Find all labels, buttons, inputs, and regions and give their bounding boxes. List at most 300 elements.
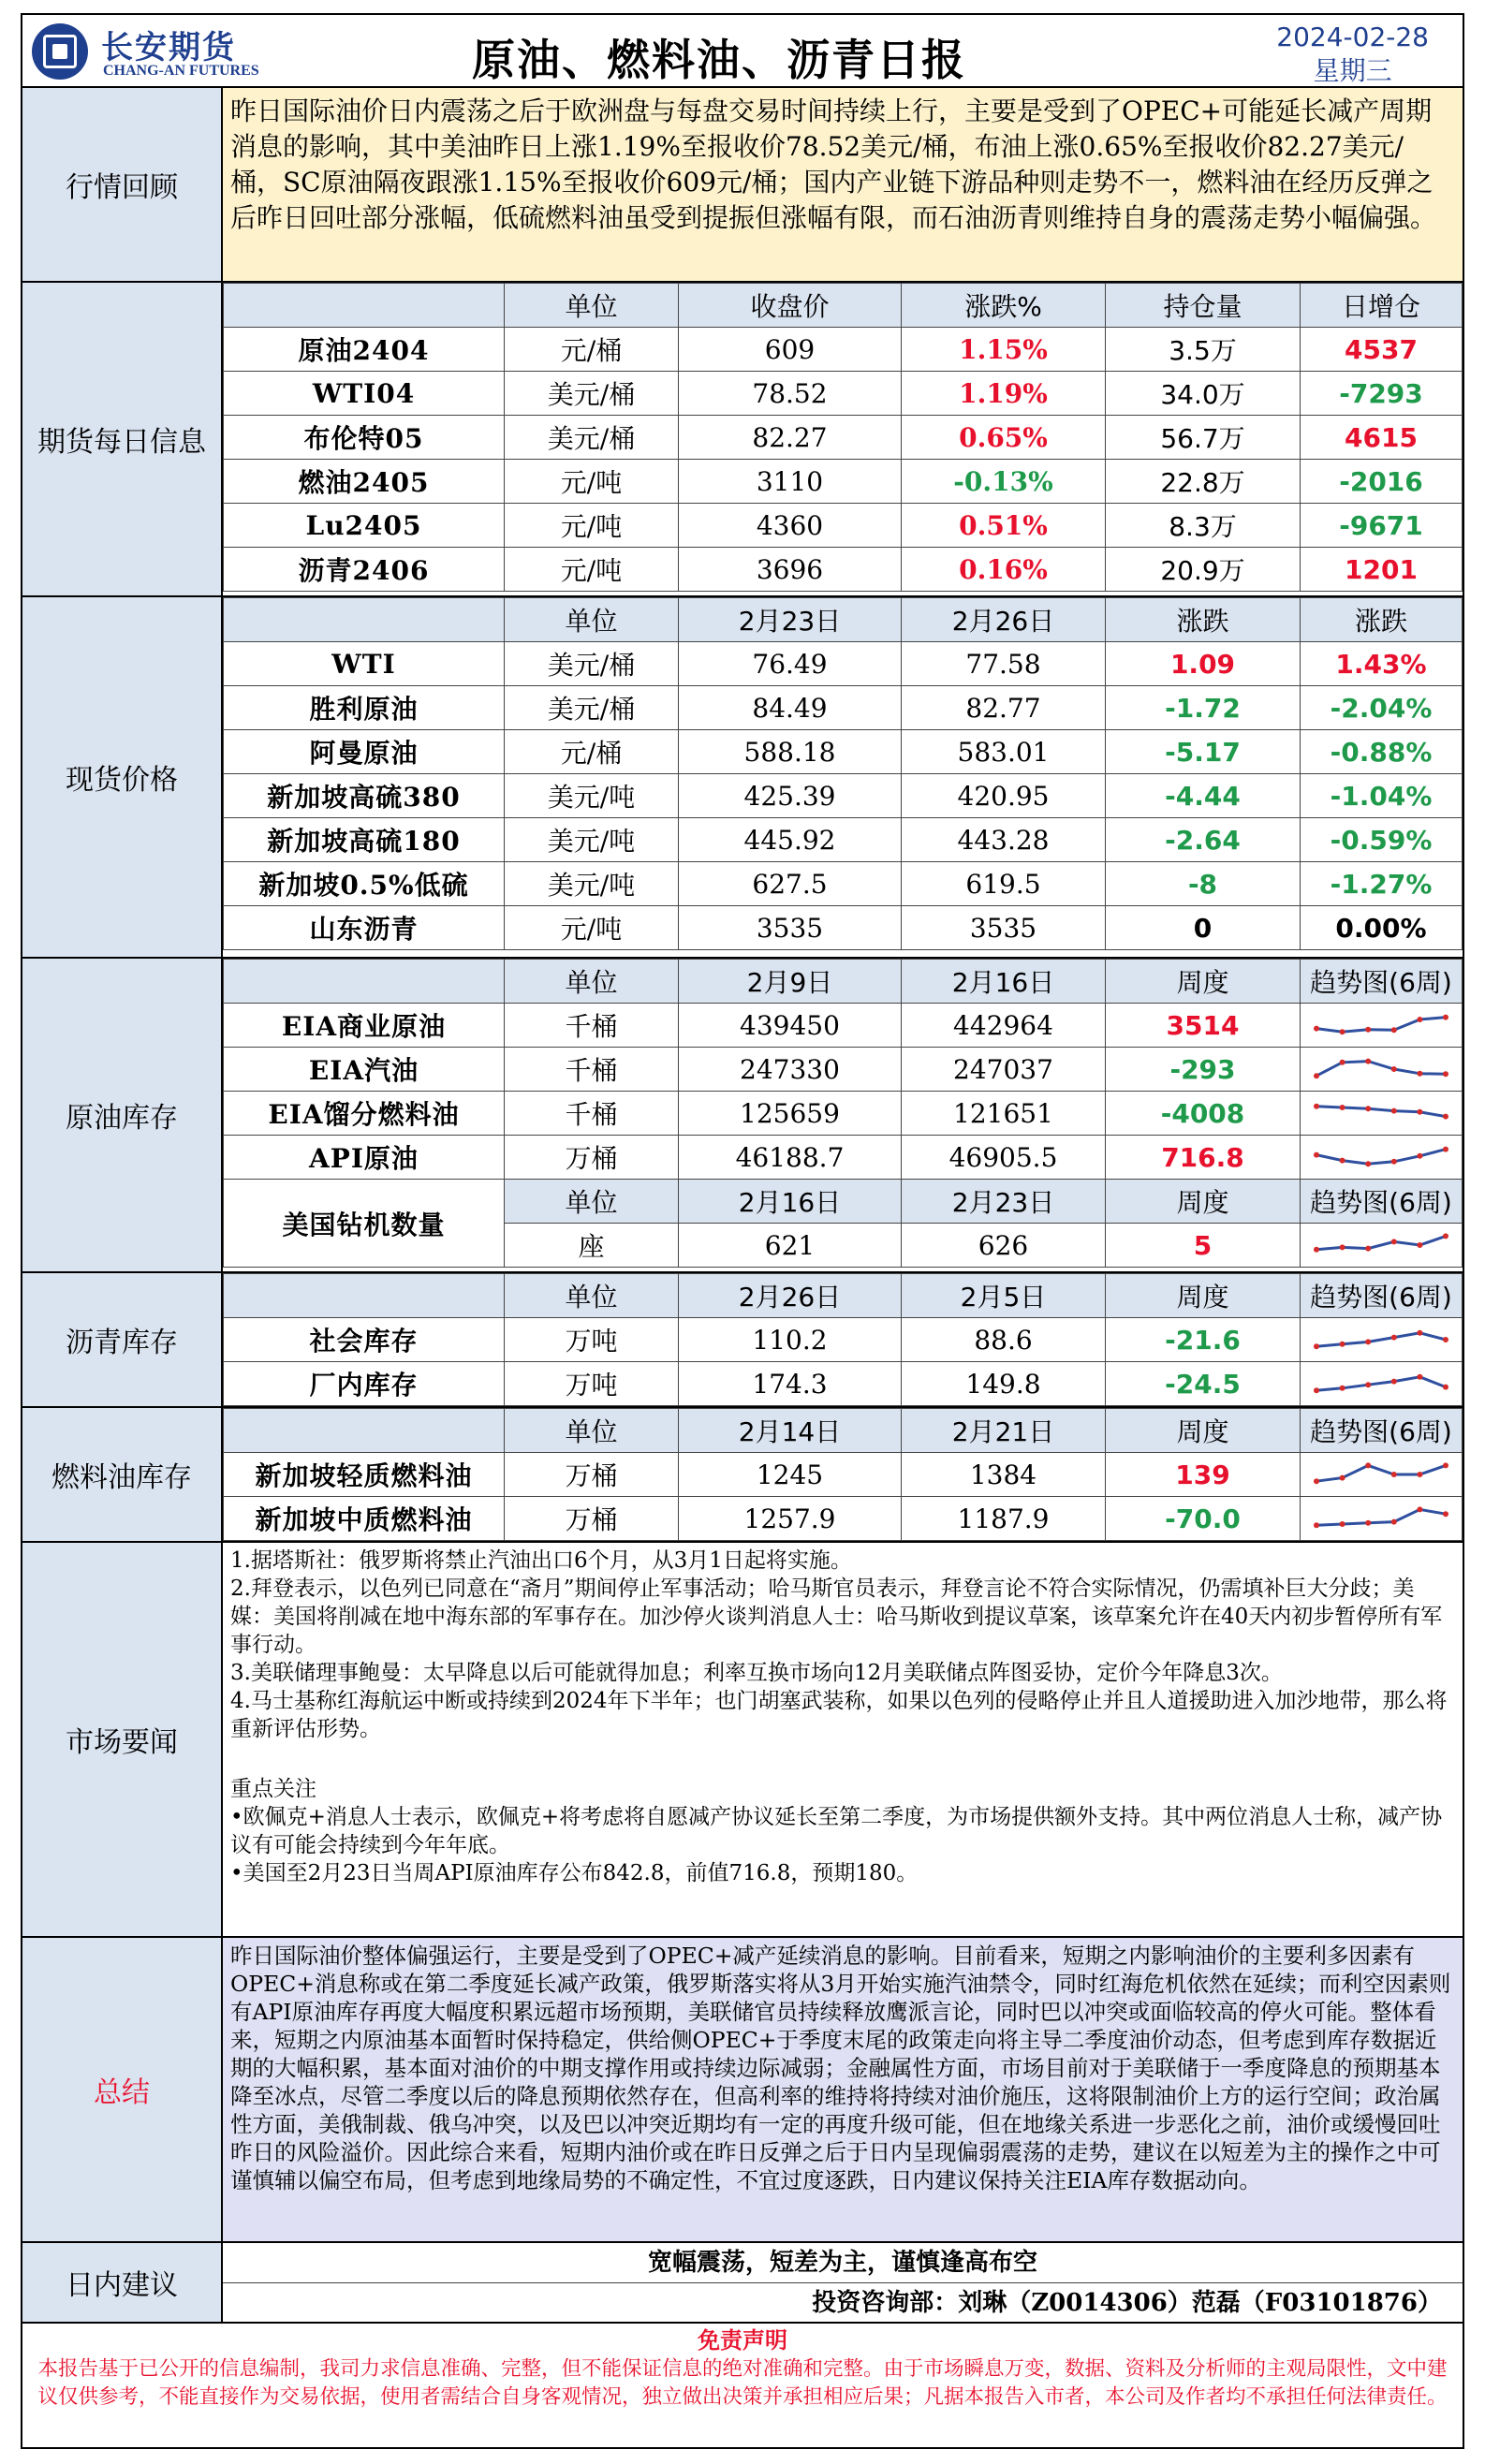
- unit-cell: 万吨: [505, 1318, 679, 1362]
- report-title: 原油、燃料油、沥青日报: [472, 35, 966, 85]
- table-row: [224, 548, 1463, 592]
- table-row: [224, 774, 1463, 818]
- header-cell: 周度: [1106, 1274, 1301, 1318]
- change-abs: -4.44: [1106, 774, 1301, 818]
- trend-point: [1314, 1073, 1319, 1078]
- change-pct: 0.65%: [902, 416, 1106, 460]
- focus-title: 重点关注: [230, 1777, 316, 1801]
- change-pct: -0.88%: [1301, 730, 1463, 774]
- contract-name: 沥青2406: [224, 548, 505, 592]
- weekly-change: -293: [1106, 1048, 1301, 1092]
- trend-point: [1417, 1374, 1422, 1380]
- table-row: [224, 372, 1463, 416]
- contract-name: 燃油2405: [224, 460, 505, 504]
- daily-oi-change: 4537: [1301, 328, 1463, 372]
- close-price: 4360: [679, 504, 902, 548]
- table-row: [224, 642, 1463, 686]
- daily-oi-change: 4615: [1301, 416, 1463, 460]
- fuel-inventory-table: [223, 1408, 1463, 1541]
- open-interest: 22.8万: [1106, 460, 1301, 504]
- unit-cell: 美元/吨: [505, 774, 679, 818]
- report-header: [21, 13, 1464, 88]
- unit-cell: 美元/桶: [505, 372, 679, 416]
- header-cell: 周度: [1106, 1409, 1301, 1453]
- value-period1: 174.3: [679, 1362, 902, 1406]
- market-news-label: 市场要闻: [22, 1543, 223, 1936]
- trend-point: [1417, 1071, 1422, 1077]
- trend-line: [1316, 1018, 1446, 1033]
- table-row: [224, 1048, 1463, 1092]
- unit-cell: 元/吨: [505, 460, 679, 504]
- market-review-section: [21, 88, 1464, 283]
- table-row: [224, 460, 1463, 504]
- summary-text: 昨日国际油价整体偏强运行，主要是受到了OPEC+减产延续消息的影响。目前看来，短期之内影响油价的主要利多因素有OPEC+消息称或在第二季度延长减产政策，俄罗斯落实将从3月开始实施汽油禁令，同时红海危机依然在延续；而利空因素则有API原油库存再度大幅度积累远超市场预期，美联储官员持续释放鹰派言论，同时巴以冲突或面临较高的停火可能。整体看来，短期之内原油基本面暂时保持稳定，供给侧OPEC+于季度末尾的政策走向将主导二季度油价动态，但考虑到库存数据近期的大幅积累，基本面对油价的中期支撑作用或持续边际减弱；金融属性方面，市场目前对于美联储于一季度降息的预期基本降至冰点，尽管二季度以后的降息预期依然存在，但高利率的维持将持续对油价施压，这将限制油价上方的运行空间；政治属性方面，美俄制裁、俄乌冲突，以及巴以冲突近期均有一定的再度升级可能，但在地缘关系进一步恶化之前，油价或缓慢回吐昨日的风险溢价。因此综合来看，短期内油价或在昨日反弹之后于日内呈现偏弱震荡的走势，建议在以短差为主的操作之中可谨慎辅以偏空布局，但考虑到地缘局势的不确定性，不宜过度逐跌，日内建议保持关注EIA库存数据动向。: [223, 1938, 1463, 2241]
- report-weekday: 星期三: [1313, 55, 1392, 86]
- report-date: 2024-02-28: [1276, 22, 1429, 52]
- disclaimer-title: 免责声明: [698, 2326, 787, 2354]
- weekly-change: 139: [1106, 1453, 1301, 1497]
- intraday-label: 日内建议: [22, 2243, 223, 2322]
- change-abs: -2.64: [1106, 818, 1301, 862]
- header-cell-empty: [224, 960, 505, 1004]
- table-header-row: [224, 1409, 1463, 1453]
- change-pct: -1.04%: [1301, 774, 1463, 818]
- company-logo: [28, 20, 272, 83]
- price-day1: 3535: [679, 906, 902, 950]
- trend-chart-cell: [1301, 1318, 1463, 1362]
- trend-point: [1314, 1104, 1319, 1109]
- trend-chart-cell: [1301, 1224, 1463, 1268]
- news-item: 2.拜登表示，以色列已同意在“斋月”期间停止军事活动；哈马斯官员表示，拜登言论不符合实际情况，仍需填补巨大分歧；美媒：美国将削减在地中海东部的军事存在。加沙停火谈判消息人士：哈马斯收到提议草案，该草案允许在40天内初步暂停所有军事行动。: [230, 1577, 1443, 1657]
- header-cell-empty: [224, 1409, 505, 1453]
- change-pct: 0.00%: [1301, 906, 1463, 950]
- inventory-name: EIA汽油: [224, 1048, 505, 1092]
- inventory-name: 新加坡中质燃料油: [224, 1497, 505, 1541]
- crude-inventory-label: 原油库存: [22, 959, 223, 1271]
- header-cell: 2月26日: [679, 1274, 902, 1318]
- change-pct: 0.16%: [902, 548, 1106, 592]
- trend-line: [1316, 1062, 1446, 1077]
- spot-table: [223, 597, 1463, 950]
- trend-point: [1417, 1153, 1422, 1159]
- market-news-section: [21, 1543, 1464, 1938]
- trend-sparkline: [1311, 1228, 1451, 1262]
- close-price: 82.27: [679, 416, 902, 460]
- trend-point: [1391, 1472, 1397, 1477]
- trend-point: [1365, 1382, 1371, 1387]
- unit-cell: 千桶: [505, 1004, 679, 1048]
- change-pct: 1.43%: [1301, 642, 1463, 686]
- trend-point: [1417, 1506, 1422, 1512]
- contract-name: 原油2404: [224, 328, 505, 372]
- table-row: [224, 1497, 1463, 1541]
- trend-chart-cell: [1301, 1136, 1463, 1180]
- header-cell: 2月26日: [902, 598, 1106, 642]
- spot-name: 阿曼原油: [224, 730, 505, 774]
- unit-cell: 美元/桶: [505, 642, 679, 686]
- header-cell: 涨跌: [1301, 598, 1463, 642]
- trend-point: [1314, 1343, 1319, 1349]
- trend-point: [1340, 1342, 1345, 1347]
- value-period2: 1187.9: [902, 1497, 1106, 1541]
- intraday-advice: 宽幅震荡，短差为主，谨慎逢高布空: [223, 2243, 1463, 2283]
- price-day1: 588.18: [679, 730, 902, 774]
- change-abs: 1.09: [1106, 642, 1301, 686]
- unit-cell: 元/吨: [505, 504, 679, 548]
- value-period2: 88.6: [902, 1318, 1106, 1362]
- disclaimer-text: 本报告基于已公开的信息编制，我司力求信息准确、完整，但不能保证信息的绝对准确和完整。由于市场瞬息万变，数据、资料及分析师的主观局限性，文中建议仅供参考，不能直接作为交易依据，使用者需结合自身客观情况，独立做出决策并承担相应后果；凡据本报告入市者，本公司及作者均不承担任何法律责任。: [37, 2357, 1448, 2409]
- trend-sparkline: [1311, 1052, 1451, 1086]
- change-abs: -8: [1106, 862, 1301, 906]
- change-pct: -1.27%: [1301, 862, 1463, 906]
- unit-cell: 万桶: [505, 1497, 679, 1541]
- trend-line: [1316, 1333, 1446, 1346]
- trend-point: [1314, 1522, 1319, 1528]
- price-day1: 76.49: [679, 642, 902, 686]
- futures-table: [223, 283, 1463, 592]
- summary-section: [21, 1938, 1464, 2243]
- inventory-name: 社会库存: [224, 1318, 505, 1362]
- unit-cell: 元/桶: [505, 730, 679, 774]
- unit-cell: 美元/吨: [505, 818, 679, 862]
- trend-point: [1417, 1109, 1422, 1115]
- header-cell: 收盘价: [679, 284, 902, 328]
- inventory-name: 厂内库存: [224, 1362, 505, 1406]
- trend-point: [1391, 1519, 1397, 1525]
- trend-point: [1365, 1059, 1371, 1064]
- trend-point: [1391, 1066, 1397, 1072]
- consultants: 投资咨询部：刘琳（Z0014306）范磊（F03101876）: [812, 2289, 1442, 2317]
- trend-point: [1391, 1379, 1397, 1385]
- trend-point: [1340, 1244, 1345, 1250]
- header-cell: 单位: [505, 1274, 679, 1318]
- trend-chart-cell: [1301, 1004, 1463, 1048]
- trend-point: [1314, 1478, 1319, 1484]
- header-cell: 2月9日: [679, 960, 902, 1004]
- header-cell: 单位: [505, 598, 679, 642]
- unit-cell: 元/桶: [505, 328, 679, 372]
- focus-item: •美国至2月23日当周API原油库存公布842.8，前值716.8，预期180。: [230, 1861, 919, 1885]
- trend-line: [1316, 1236, 1446, 1249]
- inventory-name: EIA商业原油: [224, 1004, 505, 1048]
- weekly-change: -4008: [1106, 1092, 1301, 1136]
- futures-section: [21, 283, 1464, 597]
- unit-cell: 美元/桶: [505, 416, 679, 460]
- trend-chart-cell: [1301, 1453, 1463, 1497]
- value-period1: 125659: [679, 1092, 902, 1136]
- daily-oi-change: 1201: [1301, 548, 1463, 592]
- trend-point: [1314, 1247, 1319, 1253]
- table-row: [224, 1318, 1463, 1362]
- trend-point: [1443, 1511, 1448, 1517]
- table-row: [224, 818, 1463, 862]
- table-row: [224, 862, 1463, 906]
- logo-en-text: CHANG-AN FUTURES: [103, 63, 259, 79]
- header-cell: 趋势图(6周): [1301, 1274, 1463, 1318]
- change-pct: -2.04%: [1301, 686, 1463, 730]
- header-cell: 单位: [505, 284, 679, 328]
- value-period2: 149.8: [902, 1362, 1106, 1406]
- value-period1: 1245: [679, 1453, 902, 1497]
- disclaimer-section: [21, 2324, 1464, 2449]
- trend-point: [1314, 1026, 1319, 1032]
- table-header-row: [224, 284, 1463, 328]
- trend-point: [1365, 1106, 1371, 1111]
- value-period1: 439450: [679, 1004, 902, 1048]
- daily-oi-change: -7293: [1301, 372, 1463, 416]
- trend-point: [1443, 1233, 1448, 1239]
- unit-cell: 座: [505, 1224, 679, 1268]
- spot-name: 胜利原油: [224, 686, 505, 730]
- price-day1: 84.49: [679, 686, 902, 730]
- price-day2: 77.58: [902, 642, 1106, 686]
- trend-point: [1340, 1029, 1345, 1034]
- value-period2: 247037: [902, 1048, 1106, 1092]
- value-period2: 442964: [902, 1004, 1106, 1048]
- market-news-body: [223, 1543, 1463, 1936]
- header-cell-empty: [224, 284, 505, 328]
- trend-line: [1316, 1465, 1446, 1481]
- change-abs: -5.17: [1106, 730, 1301, 774]
- asphalt-inventory-section: [21, 1273, 1464, 1408]
- price-day1: 627.5: [679, 862, 902, 906]
- trend-point: [1417, 1472, 1422, 1477]
- market-review-text: 昨日国际油价日内震荡之后于欧洲盘与每盘交易时间持续上行，主要是受到了OPEC+可能延长减产周期消息的影响，其中美油昨日上涨1.19%至报收价78.52美元/桶，布油上涨0.65%至报收价82.27美元/桶，SC原油隔夜跟涨1.15%至报收价609元/桶；国内产业链下游品种则走势不一，燃料油在经历反弹之后昨日回吐部分涨幅，低硫燃料油虽受到提振但涨幅有限，而石油沥青则维持自身的震荡走势小幅偏强。: [223, 88, 1463, 281]
- crude-inventory-table: [223, 959, 1463, 1268]
- trend-chart-cell: [1301, 1497, 1463, 1541]
- logo-cn-text: 长安期货: [101, 29, 236, 66]
- logo-emblem-icon: [32, 23, 88, 80]
- change-abs: 0: [1106, 906, 1301, 950]
- table-header-row: [224, 598, 1463, 642]
- table-row: [224, 1092, 1463, 1136]
- value-period2: 121651: [902, 1092, 1106, 1136]
- asphalt-inventory-label: 沥青库存: [22, 1273, 223, 1406]
- daily-oi-change: -2016: [1301, 460, 1463, 504]
- header-cell: 趋势图(6周): [1301, 1409, 1463, 1453]
- news-item: 1.据塔斯社：俄罗斯将禁止汽油出口6个月，从3月1日起将实施。: [230, 1548, 852, 1573]
- report-date-block: [1276, 21, 1429, 88]
- price-day1: 445.92: [679, 818, 902, 862]
- trend-chart-cell: [1301, 1092, 1463, 1136]
- trend-sparkline: [1311, 1323, 1451, 1357]
- unit-cell: 万吨: [505, 1362, 679, 1406]
- close-price: 609: [679, 328, 902, 372]
- table-row: [224, 1004, 1463, 1048]
- value-period1: 1257.9: [679, 1497, 902, 1541]
- header-cell: 2月21日: [902, 1409, 1106, 1453]
- weekly-change: 5: [1106, 1224, 1301, 1268]
- weekly-change: -21.6: [1106, 1318, 1301, 1362]
- trend-point: [1340, 1158, 1345, 1164]
- trend-sparkline: [1311, 1096, 1451, 1130]
- news-item: 3.美联储理事鲍曼：太早降息以后可能就得加息；利率互换市场向12月美联储点阵图妥协，定价今年降息3次。: [230, 1661, 1283, 1685]
- trend-point: [1340, 1521, 1345, 1527]
- weekly-change: -24.5: [1106, 1362, 1301, 1406]
- daily-oi-change: -9671: [1301, 504, 1463, 548]
- header-cell: 单位: [505, 960, 679, 1004]
- rig-header-row: [224, 1180, 1463, 1224]
- price-day2: 443.28: [902, 818, 1106, 862]
- header-cell: 2月23日: [902, 1180, 1106, 1224]
- table-row: [224, 1453, 1463, 1497]
- crude-inventory-section: [21, 959, 1464, 1273]
- trend-point: [1340, 1105, 1345, 1110]
- spot-name: WTI: [224, 642, 505, 686]
- trend-point: [1365, 1027, 1371, 1033]
- header-cell: 2月14日: [679, 1409, 902, 1453]
- trend-point: [1391, 1108, 1397, 1114]
- trend-point: [1443, 1462, 1448, 1468]
- intraday-section: [21, 2243, 1464, 2324]
- trend-point: [1365, 1462, 1371, 1468]
- inventory-name: API原油: [224, 1136, 505, 1180]
- price-day2: 583.01: [902, 730, 1106, 774]
- trend-point: [1443, 1114, 1448, 1120]
- change-pct: 1.15%: [902, 328, 1106, 372]
- trend-point: [1391, 1239, 1397, 1244]
- summary-label: 总结: [22, 1938, 223, 2241]
- price-day2: 82.77: [902, 686, 1106, 730]
- close-price: 3110: [679, 460, 902, 504]
- trend-point: [1417, 1242, 1422, 1248]
- unit-cell: 美元/桶: [505, 686, 679, 730]
- header-cell: 2月16日: [902, 960, 1106, 1004]
- header-cell-empty: [224, 598, 505, 642]
- spot-section: [21, 597, 1464, 959]
- fuel-inventory-label: 燃料油库存: [22, 1408, 223, 1541]
- table-row: [224, 328, 1463, 372]
- trend-point: [1314, 1387, 1319, 1393]
- unit-cell: 千桶: [505, 1092, 679, 1136]
- value-period1: 247330: [679, 1048, 902, 1092]
- open-interest: 3.5万: [1106, 328, 1301, 372]
- header-cell: 2月23日: [679, 598, 902, 642]
- trend-line: [1316, 1107, 1446, 1117]
- open-interest: 8.3万: [1106, 504, 1301, 548]
- header-cell: 涨跌: [1106, 598, 1301, 642]
- trend-chart-cell: [1301, 1048, 1463, 1092]
- open-interest: 34.0万: [1106, 372, 1301, 416]
- header-cell: 持仓量: [1106, 284, 1301, 328]
- fuel-inventory-section: [21, 1408, 1464, 1543]
- change-pct: -0.59%: [1301, 818, 1463, 862]
- unit-cell: 万桶: [505, 1136, 679, 1180]
- trend-sparkline: [1311, 1008, 1451, 1042]
- trend-point: [1391, 1159, 1397, 1165]
- unit-cell: 万桶: [505, 1453, 679, 1497]
- close-price: 3696: [679, 548, 902, 592]
- contract-name: WTI04: [224, 372, 505, 416]
- price-day2: 619.5: [902, 862, 1106, 906]
- spot-label: 现货价格: [22, 597, 223, 957]
- trend-point: [1417, 1330, 1422, 1336]
- header-cell-empty: [224, 1274, 505, 1318]
- close-price: 78.52: [679, 372, 902, 416]
- open-interest: 56.7万: [1106, 416, 1301, 460]
- header-cell: 单位: [505, 1409, 679, 1453]
- trend-sparkline: [1311, 1367, 1451, 1401]
- change-pct: 1.19%: [902, 372, 1106, 416]
- spot-name: 新加坡高硫180: [224, 818, 505, 862]
- trend-sparkline: [1311, 1140, 1451, 1174]
- header-cell: 2月5日: [902, 1274, 1106, 1318]
- header-cell: 周度: [1106, 1180, 1301, 1224]
- table-row: [224, 730, 1463, 774]
- contract-name: Lu2405: [224, 504, 505, 548]
- unit-cell: 元/吨: [505, 906, 679, 950]
- value-period2: 626: [902, 1224, 1106, 1268]
- table-row: [224, 1136, 1463, 1180]
- unit-cell: 元/吨: [505, 548, 679, 592]
- futures-label: 期货每日信息: [22, 283, 223, 595]
- trend-point: [1443, 1385, 1448, 1390]
- trend-line: [1316, 1509, 1446, 1525]
- table-header-row: [224, 1274, 1463, 1318]
- trend-point: [1443, 1015, 1448, 1020]
- header-cell: 2月16日: [679, 1180, 902, 1224]
- market-review-label: 行情回顾: [22, 88, 223, 281]
- spot-name: 新加坡0.5%低硫: [224, 862, 505, 906]
- trend-point: [1365, 1520, 1371, 1526]
- table-row: [224, 906, 1463, 950]
- contract-name: 布伦特05: [224, 416, 505, 460]
- header-cell: 趋势图(6周): [1301, 1180, 1463, 1224]
- change-pct: -0.13%: [902, 460, 1106, 504]
- header-cell: 趋势图(6周): [1301, 960, 1463, 1004]
- price-day1: 425.39: [679, 774, 902, 818]
- value-period1: 621: [679, 1224, 902, 1268]
- trend-chart-cell: [1301, 1362, 1463, 1406]
- price-day2: 3535: [902, 906, 1106, 950]
- header-cell: 单位: [505, 1180, 679, 1224]
- trend-point: [1417, 1017, 1422, 1022]
- open-interest: 20.9万: [1106, 548, 1301, 592]
- asphalt-inventory-table: [223, 1273, 1463, 1406]
- trend-point: [1365, 1161, 1371, 1166]
- unit-cell: 千桶: [505, 1048, 679, 1092]
- table-row: [224, 686, 1463, 730]
- spot-name: 山东沥青: [224, 906, 505, 950]
- trend-point: [1340, 1475, 1345, 1481]
- trend-sparkline: [1311, 1458, 1451, 1491]
- price-day2: 420.95: [902, 774, 1106, 818]
- value-period2: 1384: [902, 1453, 1106, 1497]
- trend-point: [1365, 1246, 1371, 1252]
- table-row: [224, 1362, 1463, 1406]
- weekly-change: 3514: [1106, 1004, 1301, 1048]
- weekly-change: -70.0: [1106, 1497, 1301, 1541]
- spot-name: 新加坡高硫380: [224, 774, 505, 818]
- value-period1: 46188.7: [679, 1136, 902, 1180]
- trend-point: [1391, 1335, 1397, 1341]
- rig-count-name: 美国钻机数量: [224, 1180, 505, 1268]
- inventory-name: 新加坡轻质燃料油: [224, 1453, 505, 1497]
- header-cell: 日增仓: [1301, 284, 1463, 328]
- value-period1: 110.2: [679, 1318, 902, 1362]
- trend-point: [1340, 1060, 1345, 1065]
- trend-point: [1443, 1337, 1448, 1342]
- trend-point: [1443, 1147, 1448, 1152]
- weekly-change: 716.8: [1106, 1136, 1301, 1180]
- header-cell: 涨跌%: [902, 284, 1106, 328]
- focus-item: •欧佩克+消息人士表示，欧佩克+将考虑将自愿减产协议延长至第二季度，为市场提供额外支持。其中两位消息人士称，减产协议有可能会持续到今年年底。: [230, 1805, 1443, 1857]
- trend-point: [1314, 1152, 1319, 1158]
- table-row: [224, 504, 1463, 548]
- news-item: 4.马士基称红海航运中断或持续到2024年下半年；也门胡塞武装称，如果以色列的侵略停止并且人道援助进入加沙地带，那么将重新评估形势。: [230, 1689, 1448, 1741]
- inventory-name: EIA馏分燃料油: [224, 1092, 505, 1136]
- header-cell: 周度: [1106, 960, 1301, 1004]
